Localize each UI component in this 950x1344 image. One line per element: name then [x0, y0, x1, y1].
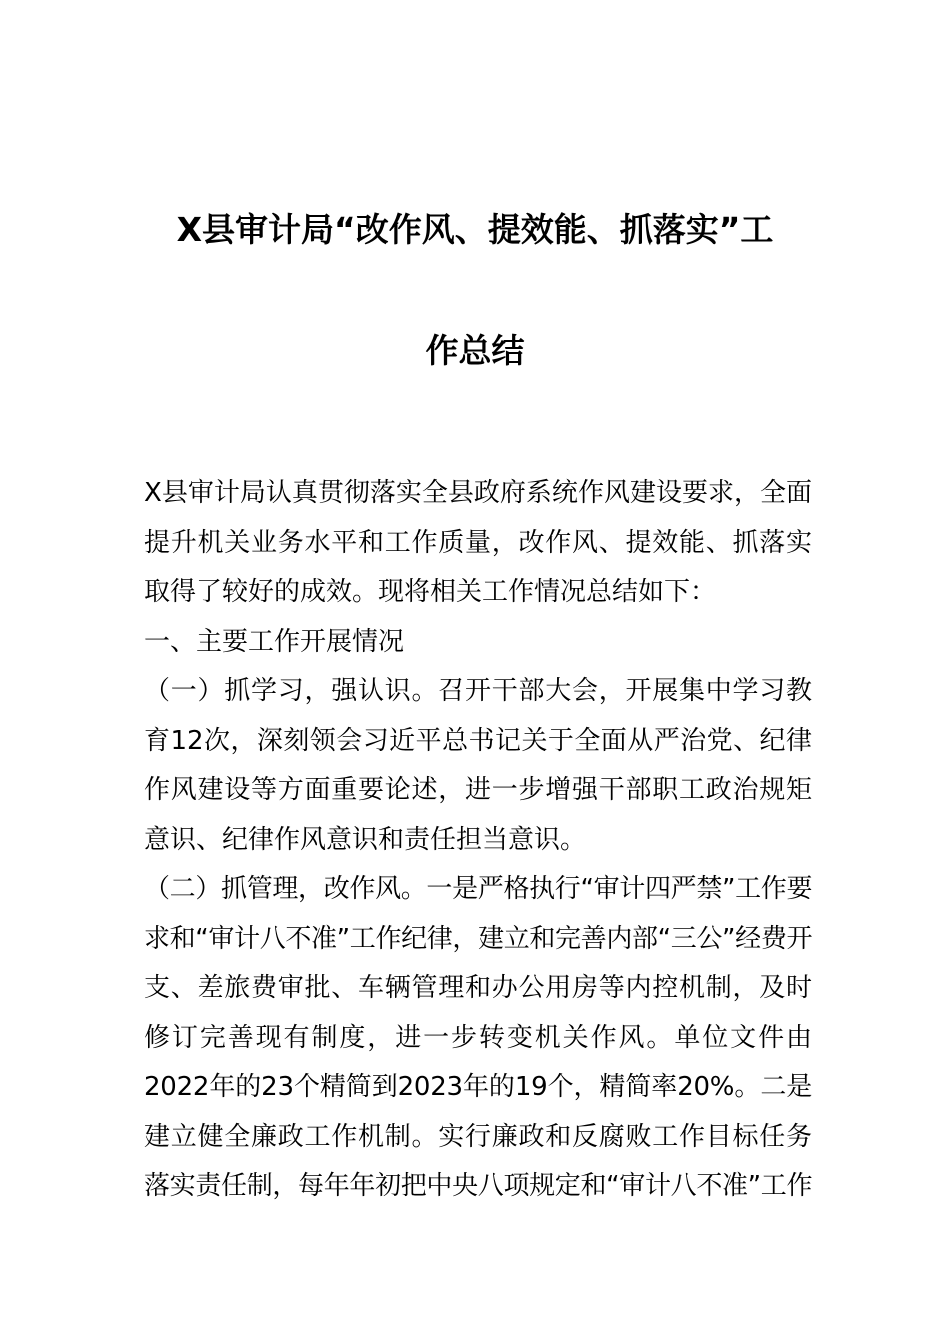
body-line: 落实责任制，每年年初把中央八项规定和“审计八不准”工作 [144, 1171, 812, 1201]
body-line: 支、差旅费审批、车辆管理和办公用房等内控机制，及时 [144, 973, 812, 1003]
body-line: 2022年的23个精简到2023年的19个，精简率20%。二是 [144, 1072, 812, 1102]
body-line: 提升机关业务水平和工作质量，改作风、提效能、抓落实 [144, 527, 812, 558]
document-title-line-1: X县审计局“改作风、提效能、抓落实”工 [176, 210, 774, 249]
body-line: 求和“审计八不准”工作纪律，建立和完善内部“三公”经费开 [144, 923, 812, 954]
body-line: 建立健全廉政工作机制。实行廉政和反腐败工作目标任务 [144, 1121, 812, 1152]
body-line: 意识、纪律作风意识和责任担当意识。 [144, 824, 587, 855]
body-line: 育12次，深刻领会习近平总书记关于全面从严治党、纪律 [144, 725, 812, 756]
document-body [144, 469, 812, 1212]
body-line: （一）抓学习，强认识。召开干部大会，开展集中学习教 [144, 676, 812, 706]
body-line: X县审计局认真贯彻落实全县政府系统作风建设要求，全面 [144, 478, 812, 508]
document-title-line-2: 作总结 [425, 331, 525, 370]
section-heading: 一、主要工作开展情况 [144, 626, 405, 657]
body-line: 取得了较好的成效。现将相关工作情况总结如下： [144, 577, 717, 607]
body-line: 作风建设等方面重要论述，进一步增强干部职工政治规矩 [144, 775, 812, 805]
body-line: （二）抓管理，改作风。一是严格执行“审计四严禁”工作要 [144, 874, 812, 904]
body-line: 修订完善现有制度，进一步转变机关作风。单位文件由 [144, 1022, 812, 1053]
